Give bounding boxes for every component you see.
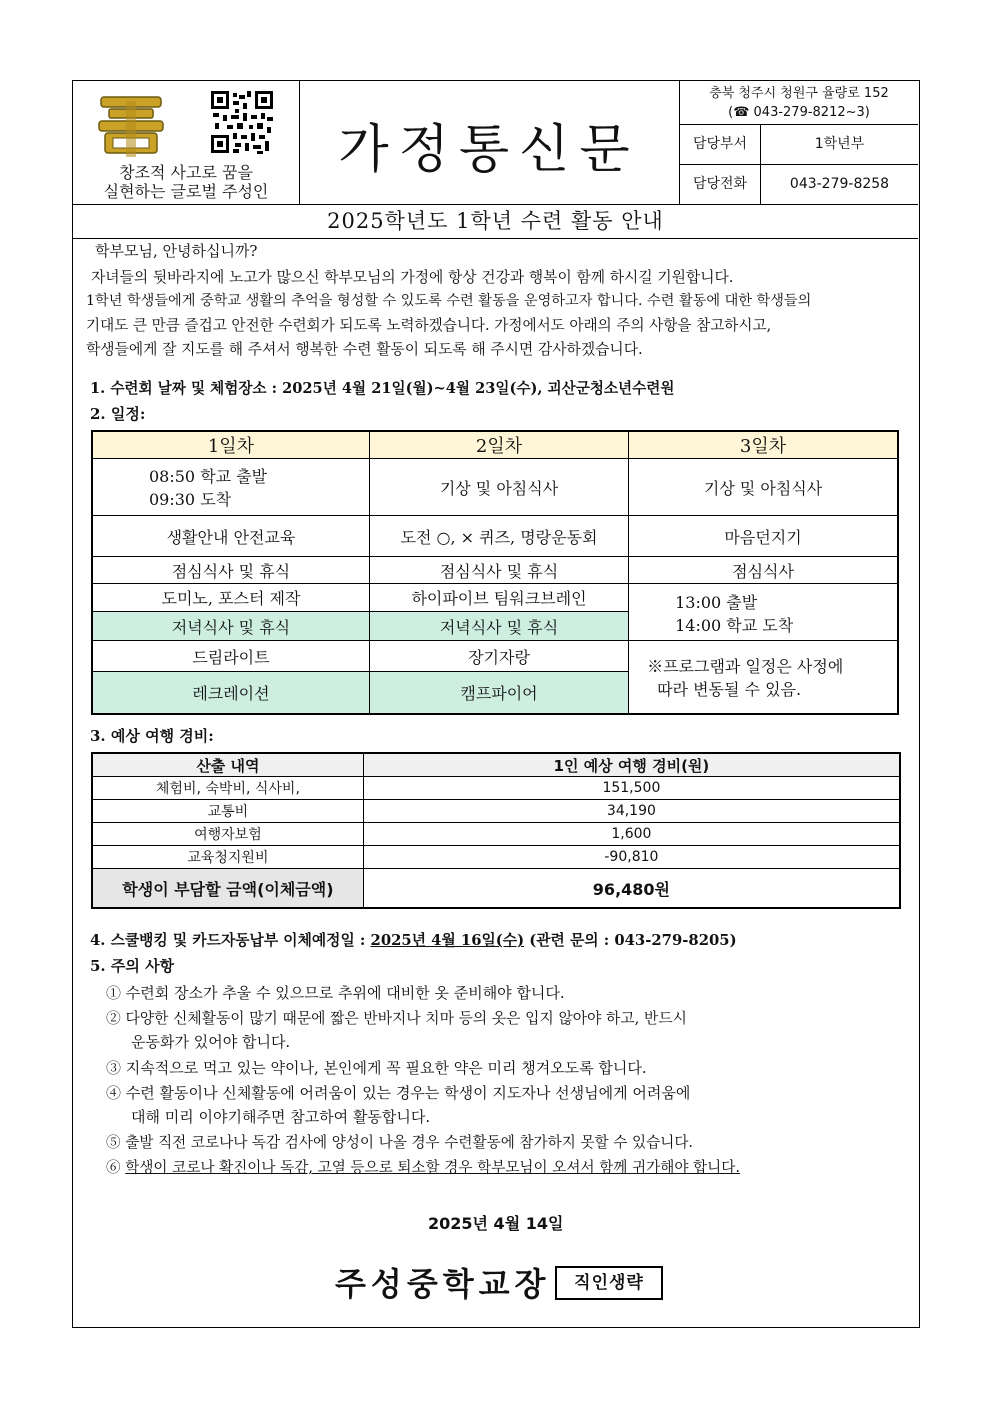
schedule-cell: 도전 ○, × 퀴즈, 명랑운동회 xyxy=(369,516,628,557)
tel-row xyxy=(680,165,918,204)
note-6-number: ⑥ xyxy=(106,1159,126,1176)
section-2: 2. 일정: xyxy=(90,405,146,423)
transfer-date: 2025년 4월 16일(수) xyxy=(370,932,525,949)
dept-value: 1학년부 xyxy=(814,136,865,152)
greeting: 학부모님, 안녕하십니까? xyxy=(95,242,258,260)
motto-line-1: 창조적 사고로 꿈을 xyxy=(119,163,253,182)
schedule-cell: 레크레이션 xyxy=(92,672,369,714)
schedule-cell: 캠프파이어 xyxy=(369,672,628,714)
table-row xyxy=(92,777,900,800)
cost-total-row xyxy=(92,869,900,909)
cost-table xyxy=(91,752,901,909)
table-row xyxy=(92,823,900,846)
schedule-row xyxy=(92,641,898,672)
schedule-cell: 점심식사 및 휴식 xyxy=(369,557,628,584)
schedule-line: 09:30 도착 xyxy=(149,490,232,509)
schedule-cell: 하이파이브 팀워크브레인 xyxy=(369,584,628,612)
day-1-header: 1일차 xyxy=(92,431,369,459)
section-5: 5. 주의 사항 xyxy=(90,957,175,975)
cost-item: 여행자보험 xyxy=(92,823,363,846)
cost-header-row xyxy=(92,753,900,777)
schedule-note-line: 따라 변동될 수 있음. xyxy=(657,679,802,699)
note-4-cont: 대해 미리 이야기해주면 참고하여 활동합니다. xyxy=(131,1108,431,1126)
header xyxy=(73,81,918,205)
schedule-table xyxy=(91,430,899,715)
cost-amount: 34,190 xyxy=(363,800,900,823)
seal-omitted-box: 직인생략 xyxy=(555,1266,663,1300)
schedule-cell: 기상 및 아침식사 xyxy=(629,459,898,516)
cost-amount: -90,810 xyxy=(363,846,900,869)
tel-value: 043-279-8258 xyxy=(789,176,890,192)
school-logo-icon xyxy=(95,91,167,163)
note-6 xyxy=(106,1156,740,1177)
page-title: 가정통신문 xyxy=(338,120,640,180)
schedule-note xyxy=(629,641,898,714)
day-2-header: 2일차 xyxy=(369,431,628,459)
schedule-line: 13:00 출발 xyxy=(675,593,758,612)
note-2: ② 다양한 신체활동이 많기 때문에 짧은 반바지나 치마 등의 옷은 입지 않아야 하고, 반드시 xyxy=(106,1010,687,1027)
cost-item: 교통비 xyxy=(92,800,363,823)
issue-date: 2025년 4월 14일 xyxy=(428,1214,564,1233)
intro-line-4: 기대도 큰 만큼 즐겁고 안전한 수련회가 되도록 노력하겠습니다. 가정에서도 아래의 주의 사항을 참고하시고, xyxy=(86,317,772,334)
section-4-suffix: (관련 문의 : 043-279-8205) xyxy=(524,932,737,949)
qr-code-icon[interactable] xyxy=(209,89,275,155)
schedule-cell: 도미노, 포스터 제작 xyxy=(92,584,369,612)
intro-line-2: 자녀들의 뒷바라지에 노고가 많으신 학부모님의 가정에 항상 건강과 행복이 함께 하시길 기원합니다. xyxy=(91,269,734,286)
section-1: 1. 수련회 날짜 및 체험장소 : 2025년 4월 21일(월)~4월 23일(수), 괴산군청소년수련원 xyxy=(90,380,675,397)
schedule-cell: 점심식사 및 휴식 xyxy=(92,557,369,584)
note-3: ③ 지속적으로 먹고 있는 약이나, 본인에게 꼭 필요한 약은 미리 챙겨오도록 합니다. xyxy=(106,1059,647,1077)
school-motto xyxy=(73,163,299,201)
dept-label: 담당부서 xyxy=(680,125,761,164)
cost-col-item: 산출 내역 xyxy=(92,753,363,777)
schedule-cell: 장기자랑 xyxy=(369,641,628,672)
cost-amount: 151,500 xyxy=(363,777,900,800)
tel-label: 담당전화 xyxy=(680,165,761,204)
intro-line-3: 1학년 학생들에게 중학교 생활의 추억을 형성할 수 있도록 수련 활동을 운영하고자 합니다. 수련 활동에 대한 학생들의 xyxy=(86,293,812,309)
intro-line-5: 학생들에게 잘 지도를 해 주셔서 행복한 수련 활동이 되도록 해 주시면 감사하겠습니다. xyxy=(86,341,643,358)
principal-signature: 주성중학교장 xyxy=(335,1265,551,1303)
schedule-cell: 기상 및 아침식사 xyxy=(369,459,628,516)
schedule-cell: 저녁식사 및 휴식 xyxy=(92,612,369,641)
note-1: ① 수련회 장소가 추울 수 있으므로 추위에 대비한 옷 준비해야 합니다. xyxy=(106,984,565,1002)
schedule-cell xyxy=(92,459,369,516)
address-line: 충북 청주시 청원구 율량로 152 xyxy=(709,86,889,101)
schedule-header-row xyxy=(92,431,898,459)
newsletter-frame xyxy=(72,80,920,1328)
note-4: ④ 수련 활동이나 신체활동에 어려움이 있는 경우는 학생이 지도자나 선생님에게 어려움에 xyxy=(106,1084,691,1102)
schedule-line: 14:00 학교 도착 xyxy=(675,616,794,635)
note-2-cont: 운동화가 있어야 합니다. xyxy=(131,1033,291,1051)
schedule-row xyxy=(92,584,898,612)
logo-cell xyxy=(73,81,300,204)
schedule-cell: 저녁식사 및 휴식 xyxy=(369,612,628,641)
cost-item: 교육청지원비 xyxy=(92,846,363,869)
table-row xyxy=(92,800,900,823)
day-3-header: 3일차 xyxy=(629,431,898,459)
subject-title: 2025학년도 1학년 수련 활동 안내 xyxy=(73,205,918,239)
note-5: ⑤ 출발 직전 코로나나 독감 검사에 양성이 나올 경우 수련활동에 참가하지 못할 수 있습니다. xyxy=(106,1134,694,1151)
schedule-cell: 드림라이트 xyxy=(92,641,369,672)
section-4-prefix: 4. 스쿨뱅킹 및 카드자동납부 이체예정일 : xyxy=(90,932,371,949)
schedule-cell: 생활안내 안전교육 xyxy=(92,516,369,557)
schedule-line: 08:50 학교 출발 xyxy=(149,467,268,486)
table-row xyxy=(92,846,900,869)
phone-line: (☎ 043-279-8212~3) xyxy=(728,105,870,120)
note-6-text: 학생이 코로나 확진이나 독감, 고열 등으로 퇴소할 경우 학부모님이 오셔서 함께 귀가해야 합니다. xyxy=(125,1159,740,1176)
schedule-cell: 점심식사 xyxy=(629,557,898,584)
cost-total-value: 96,480원 xyxy=(363,869,900,909)
cost-total-label: 학생이 부담할 금액(이체금액) xyxy=(92,869,363,909)
schedule-cell xyxy=(629,584,898,641)
schedule-row xyxy=(92,557,898,584)
title-cell xyxy=(299,81,680,204)
cost-amount: 1,600 xyxy=(363,823,900,846)
schedule-note-line: ※프로그램과 일정은 사정에 xyxy=(647,656,844,676)
school-address xyxy=(680,81,918,125)
dept-row xyxy=(680,125,918,165)
motto-line-2: 실현하는 글로벌 주성인 xyxy=(103,182,269,201)
schedule-row xyxy=(92,516,898,557)
schedule-cell: 마음던지기 xyxy=(629,516,898,557)
section-3: 3. 예상 여행 경비: xyxy=(90,727,214,745)
schedule-row xyxy=(92,459,898,516)
contact-info xyxy=(680,81,918,204)
cost-col-amount: 1인 예상 여행 경비(원) xyxy=(363,753,900,777)
section-4 xyxy=(90,929,737,950)
cost-item: 체험비, 숙박비, 식사비, xyxy=(92,777,363,800)
